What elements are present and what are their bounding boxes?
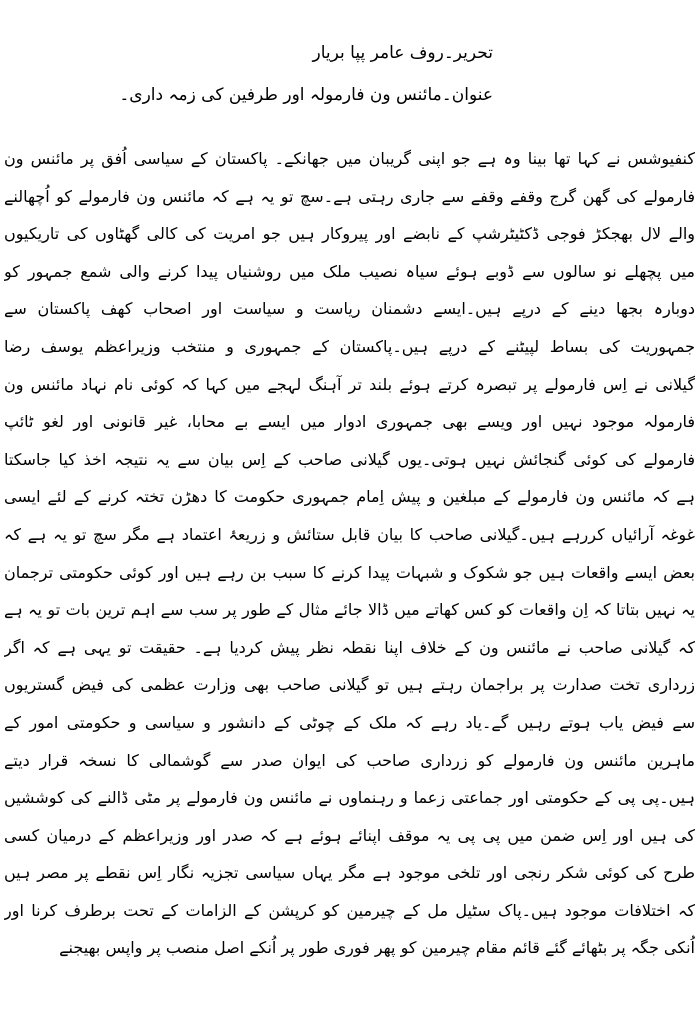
paragraph-line: دوبارہ بجھا دینے کے درپے ہیں۔ایسے دشمنان ریاست و سیاست اور اصحاب کھف پاکستان سے <box>4 299 695 319</box>
paragraph-line: زرداری تخت صدارت پر براجمان رہتے ہیں تو گیلانی صاحب بھی وزارت عظمی کی فیض گستریوں <box>4 675 695 695</box>
article-body <box>4 140 695 967</box>
paragraph-line: ہے کہ مائنس ون فارمولے کے مبلغین و پیش اِمام جمہوری حکومت کا دھڑن تختہ کرنے کے لئے ایسی <box>4 487 695 507</box>
paragraph-line: کہ اختلافات موجود ہیں۔پاک سٹیل مل کے چیرمین کو کرپشن کے الزامات کے تحت برطرف کرنا اور <box>4 900 695 920</box>
paragraph-line: بعض ایسے واقعات ہیں جو شکوک و شبہات پیدا کرنے کا سبب بن رہے ہیں اور کوئی حکومتی ترجمان <box>4 562 695 582</box>
paragraph-line: والے لال بھجکڑ فوجی ڈکٹیٹرشپ کے نابضے اور پیروکار ہیں جو امریت کی کالی گھٹاوں کی تاریکیوں <box>4 224 695 244</box>
paragraph-line: ہیں۔پی پی کے حکومتی اور جماعتی زعما و رہنماوں نے مائنس ون فارمولے پر مٹی ڈالنے کی کوششیں <box>4 788 695 808</box>
paragraph-line: یہ نہیں بتاتا کہ اِن واقعات کو کس کھاتے میں ڈالا جائے مثال کے طور پر سب سے اہم ترین بات تو یہ ہے <box>4 600 695 620</box>
author-line: تحریر۔روف عامر پپا بریار <box>312 43 493 63</box>
paragraph-line: غوغہ آرائیاں کررہے ہیں۔گیلانی صاحب کا بیان قابل ستائش و زریعۂ اعتماد ہے مگر سچ تو یہ ہے کہ <box>4 524 695 544</box>
paragraph-line: فارمولے کی کوئی گنجائش نہیں ہوتی۔یوں گیلانی صاحب کے اِس بیان سے یہ نتیجہ اخذ کیا جاسکتا <box>4 449 695 469</box>
paragraph-line: میں پچھلے نو سالوں سے ڈوبے ہوئے سیاہ نصیب ملک میں روشنیاں پیدا کرنے والی شمع جمہور کو <box>4 261 695 281</box>
paragraph-line: فارمولہ موجود نہیں اور ویسے بھی جمہوری ادوار میں ایسے بے محابا، غیر قانونی اور لغو ٹائپ <box>4 412 695 432</box>
paragraph-line: فارمولے کی گھن گرج وقفے وقفے سے جاری رہتی ہے۔سچ تو یہ ہے کہ مائنس ون فارمولے کو اُچھالنے <box>4 186 695 206</box>
paragraph-line: جمہوریت کی بساط لپیٹنے کے درپے ہیں۔پاکستان کے جمہوری و منتخب وزیراعظم یوسف رضا <box>4 336 695 356</box>
title-line: عنوان۔مائنس ون فارمولہ اور طرفین کی زمہ داری۔ <box>119 85 493 105</box>
paragraph-line: سے فیض یاب ہوتے رہیں گے۔یاد رہے کہ ملک کے چوٹی کے دانشور و سیاسی و حکومتی امور کے <box>4 712 695 732</box>
paragraph-line: کہ گیلانی صاحب نے مائنس ون کے خلاف اپنا نقطہ نظر پیش کردیا ہے۔ حقیقت تو یہی ہے کہ اگر <box>4 637 695 657</box>
paragraph-line: طرح کی کوئی شکر رنجی اور تلخی موجود ہے مگر یہاں سیاسی تجزیہ نگار اِس نقطے پر مصر ہیں <box>4 863 695 883</box>
paragraph-line: ماہرین مائنس ون فارمولے کو زرداری صاحب کی ایوان صدر سے گوشمالی کا نسخہ قرار دیتے <box>4 750 695 770</box>
paragraph-line: کنفیوشس نے کہا تھا بینا وہ ہے جو اپنی گریبان میں جھانکے۔ پاکستان کے سیاسی اُفق پر مائنس ون <box>4 149 695 168</box>
paragraph-line: کی ہیں اور اِس ضمن میں پی پی یہ موقف اپنائے ہوئے ہے کہ صدر اور وزیراعظم کے درمیان کسی <box>4 825 695 845</box>
document-header <box>33 32 493 116</box>
paragraph-line: گیلانی نے اِس فارمولے پر تبصرہ کرتے ہوئے بلند تر آہنگ لہجے میں کہا کہ کوئی نام نہاد مائنس ون <box>4 374 695 394</box>
paragraph-line: اُنکی جگہ پر بٹھائے گئے قائم مقام چیرمین کو پھر فوری طور پر اُنکے اصل منصب پر واپس بھیجنے <box>59 938 695 958</box>
